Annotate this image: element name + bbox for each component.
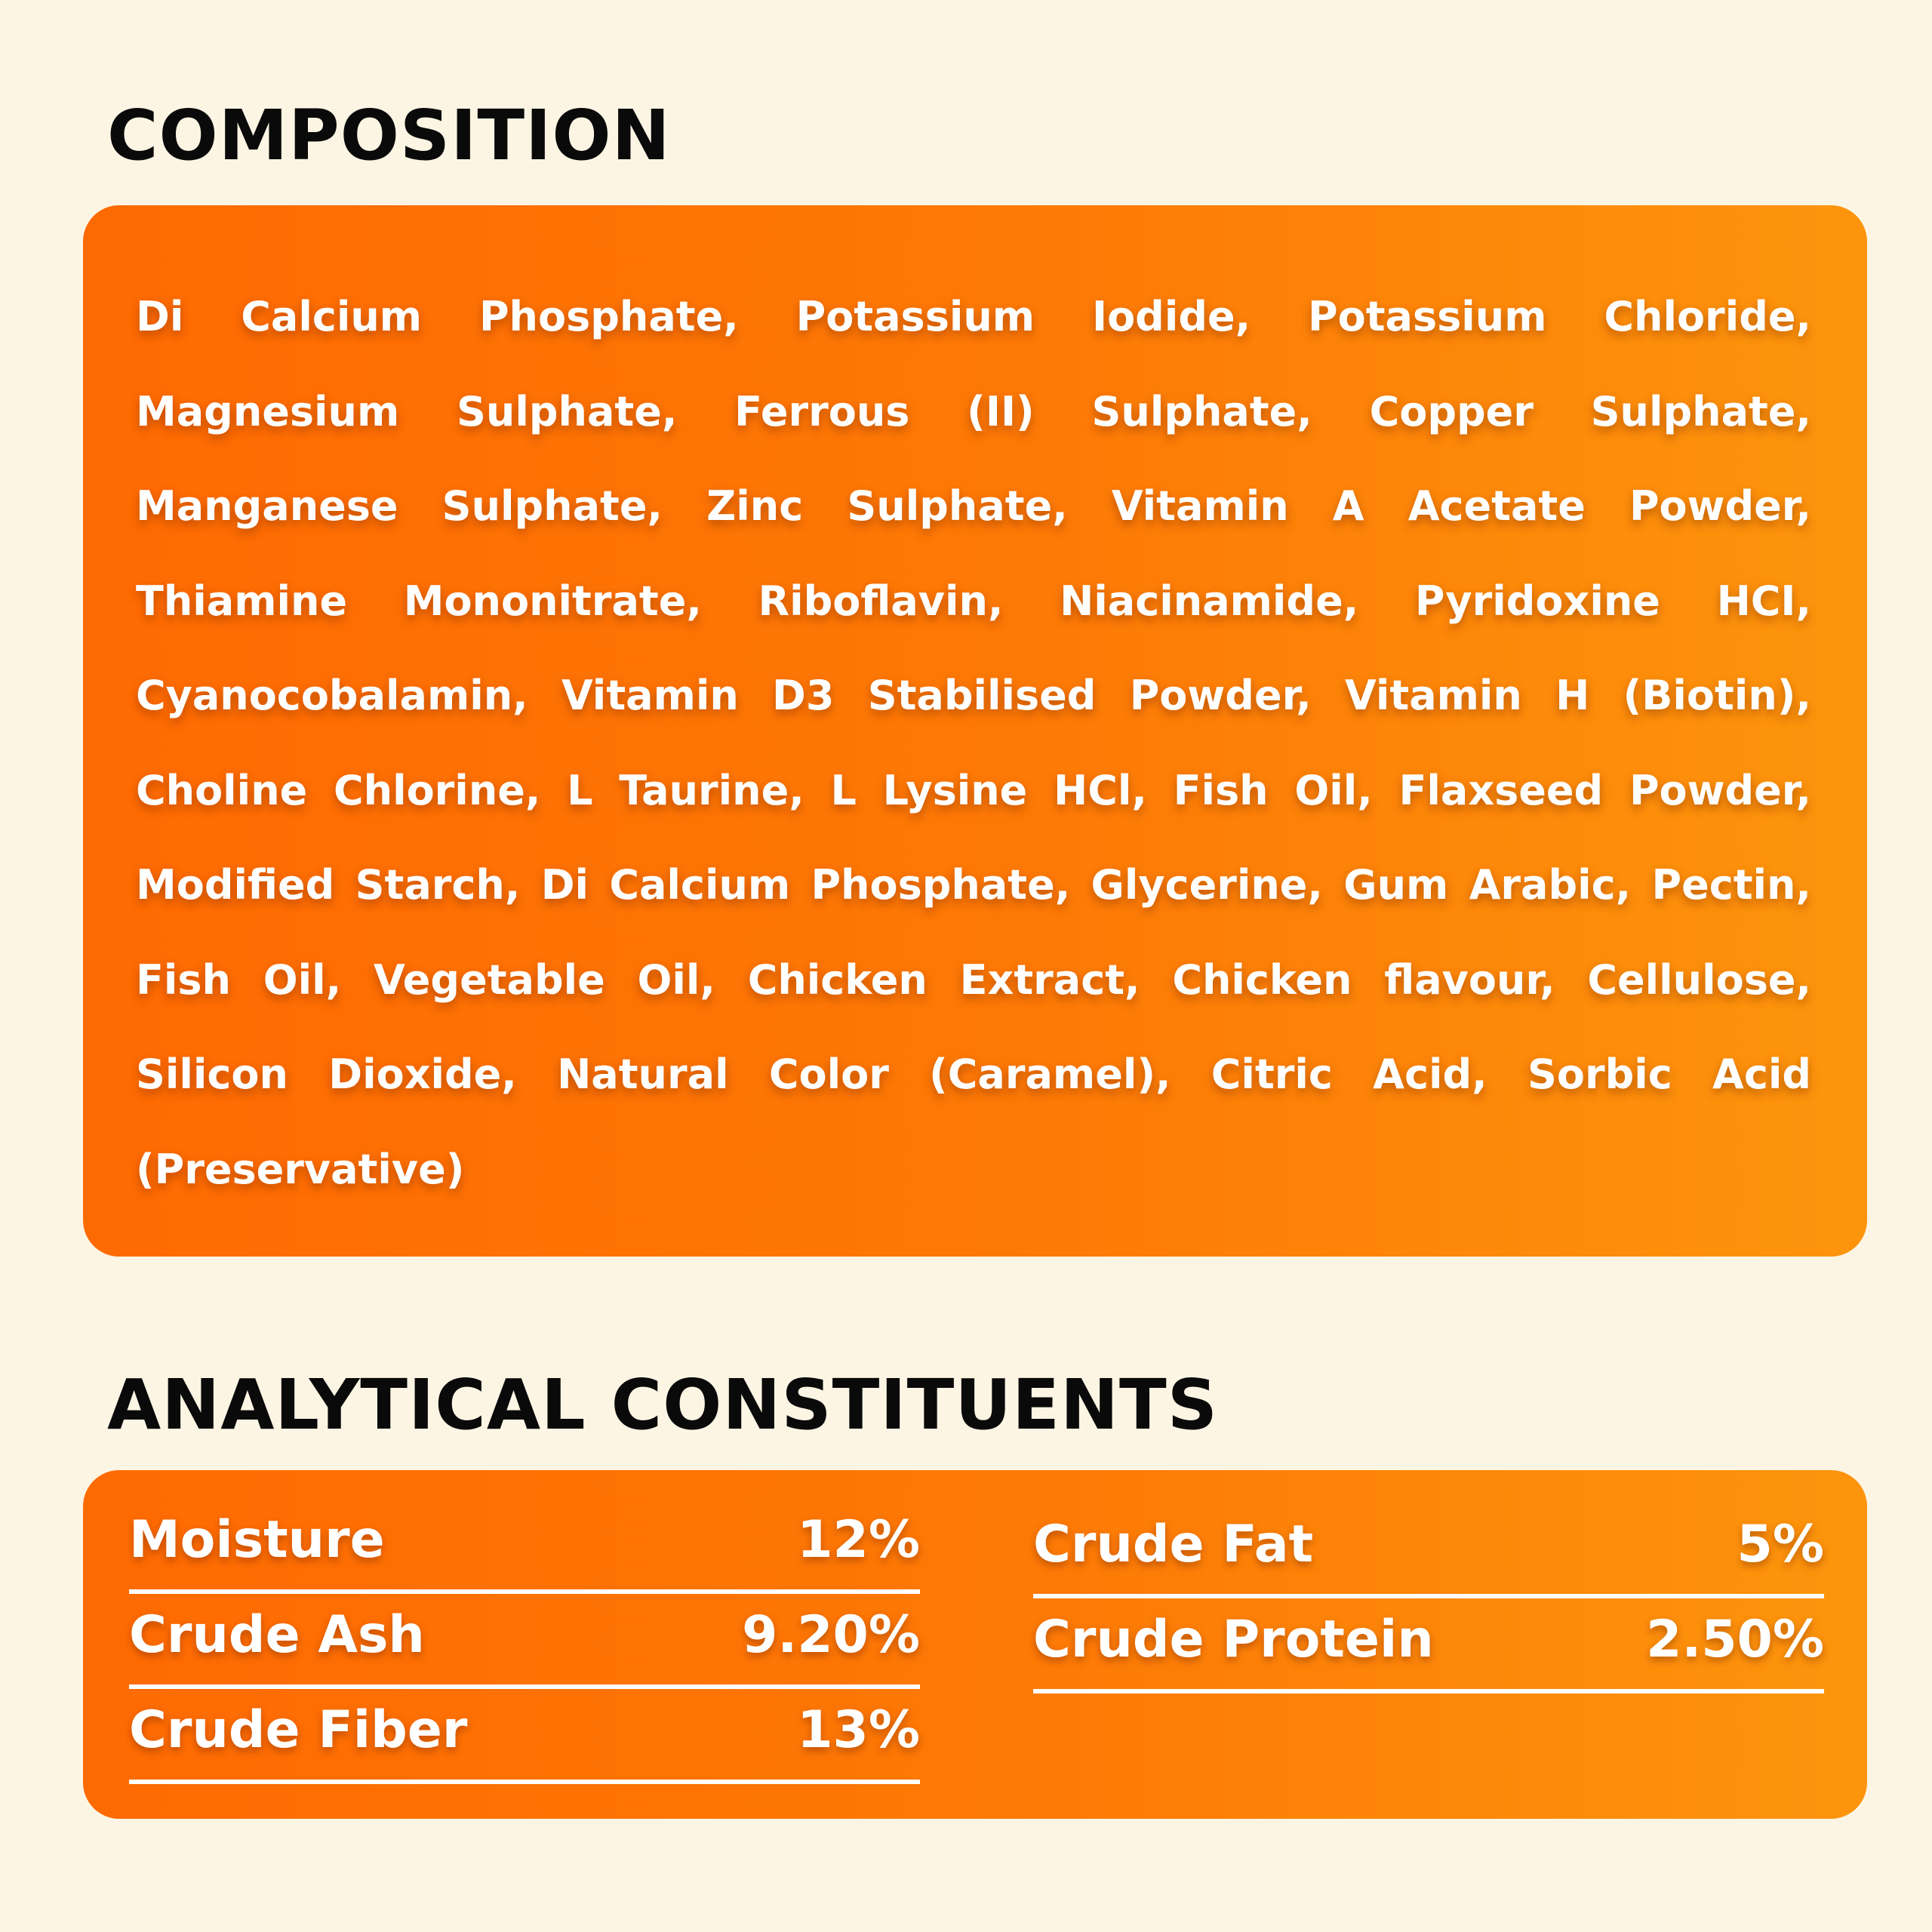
constituent-row-moisture	[129, 1499, 920, 1594]
composition-text: Di Calcium Phosphate, Potassium Iodide, Potassium Chloride, Magnesium Sulphate, Ferrous (II) Sulphate, Copper Sulphate, Manganese Sulphate, Zinc Sulphate, Vitamin A Acetate Powder, Thiamine Mononitrate, Riboflavin, Niacinamide, Pyridoxine HCI, Cyanocobalamin, Vitamin D3 Stabilised Powder, Vitamin H (Biotin), Choline Chlorine, L Taurine, L Lysine HCl, Fish Oil, Flaxseed Powder, Modified Starch, Di Calcium Phosphate, Glycerine, Gum Arabic, Pectin, Fish Oil, Vegetable Oil, Chicken Extract, Chicken flavour, Cellulose, Silicon Dioxide, Natural Color (Caramel), Citric Acid, Sorbic Acid (Preservative)	[136, 293, 1811, 1193]
constituent-value: 9.20%	[742, 1605, 920, 1665]
constituent-label: Crude Fiber	[129, 1700, 468, 1760]
analytical-constituents-panel	[83, 1470, 1867, 1819]
constituent-label: Crude Protein	[1033, 1610, 1434, 1669]
constituent-value: 13%	[797, 1700, 920, 1760]
constituent-row-crude-ash	[129, 1594, 920, 1689]
constituent-value: 2.50%	[1646, 1610, 1824, 1669]
constituent-label: Moisture	[129, 1510, 385, 1570]
constituent-label: Crude Ash	[129, 1605, 425, 1665]
constituent-row-crude-fiber	[129, 1689, 920, 1784]
constituent-value: 12%	[797, 1510, 920, 1570]
composition-panel	[83, 205, 1867, 1257]
analytical-constituents-title: ANALYTICAL CONSTITUENTS	[107, 1364, 1218, 1445]
composition-title: COMPOSITION	[107, 95, 671, 176]
constituent-label: Crude Fat	[1033, 1515, 1314, 1574]
constituent-row-crude-protein	[1033, 1598, 1824, 1694]
constituent-row-crude-fat	[1033, 1503, 1824, 1598]
constituents-right-column	[1033, 1503, 1824, 1694]
constituents-left-column	[129, 1499, 920, 1784]
constituent-value: 5%	[1737, 1515, 1824, 1574]
